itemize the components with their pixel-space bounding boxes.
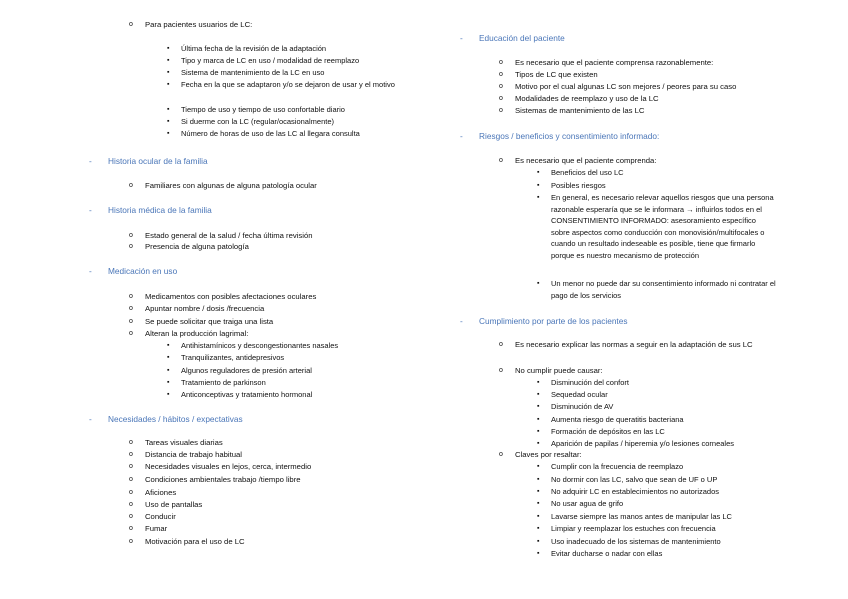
list-subitem: [537, 548, 663, 560]
intro-subitem: [167, 116, 334, 128]
bullet-icon: ▪: [537, 379, 540, 386]
bullet-icon: o: [499, 157, 503, 164]
intro-subitem-text: Tipo y marca de LC en uso / modalidad de reemplazo: [181, 56, 360, 65]
list-item-text: Se puede solicitar que traiga una lista: [145, 317, 274, 326]
bullet-icon: ▪: [167, 391, 170, 398]
intro-subitem: [167, 43, 327, 55]
list-item: [129, 317, 274, 327]
list-subitem-text: Beneficios del uso LC: [551, 168, 624, 177]
list-subitem: [537, 377, 629, 389]
list-subitem-text: Anticonceptivas y tratamiento hormonal: [181, 390, 313, 399]
list-item: [129, 512, 176, 522]
list-subitem: [537, 180, 606, 192]
bullet-icon: o: [129, 305, 133, 312]
list-subitem-text: Uso inadecuado de los sistemas de mantenimiento: [551, 537, 721, 546]
bullet-icon: o: [499, 107, 503, 114]
list-item: [499, 82, 737, 92]
bullet-icon: ▪: [167, 81, 170, 88]
list-item: [499, 70, 598, 80]
bullet-icon: o: [499, 95, 503, 102]
list-item-text: Conducir: [145, 512, 176, 521]
bullet-icon: o: [129, 451, 133, 458]
bullet-icon: o: [499, 341, 503, 348]
list-item: [499, 94, 659, 104]
list-subitem: [167, 352, 285, 364]
bullet-icon: -: [89, 156, 92, 166]
intro-subitem-text: Última fecha de la revisión de la adaptación: [181, 44, 327, 53]
list-subitem: [537, 401, 614, 413]
intro-subitem: [167, 55, 360, 67]
bullet-icon: ▪: [537, 550, 540, 557]
section-heading: [89, 156, 208, 166]
list-subitem-text: Antihistamínicos y descongestionantes nasales: [181, 341, 339, 350]
bullet-icon: ▪: [167, 118, 170, 125]
list-subitem: [167, 365, 312, 377]
list-item: [129, 524, 168, 534]
list-item-text: Medicamentos con posibles afectaciones oculares: [145, 292, 317, 301]
intro-subitem-text: Número de horas de uso de las LC al llegara consulta: [181, 129, 360, 138]
bullet-icon: o: [129, 463, 133, 470]
bullet-icon: o: [499, 71, 503, 78]
list-item-text: No cumplir puede causar:: [515, 366, 603, 375]
list-subitem-text: En general, es necesario relevar aquellos riesgos que una persona razonable esperaría que se le informara → influirlos todos en el CONSENTIMIENTO INFORMADO: asesoramiento específico sobre aspectos como conducción con monovisión/multifocales o cuando un resultado indeseable es posible, tiene que firmarlo porque es nuestro mecanismo de protección: [551, 193, 774, 260]
list-subitem: [537, 511, 732, 523]
list-subitem-text: Lavarse siempre las manos antes de manipular las LC: [551, 512, 732, 521]
bullet-icon: ▪: [537, 403, 540, 410]
bullet-icon: o: [129, 330, 133, 337]
list-item-text: Es necesario que el paciente comprenda:: [515, 156, 657, 165]
bullet-icon: ▪: [537, 391, 540, 398]
list-subitem: [537, 498, 624, 510]
list-subitem-text: No adquirir LC en establecimientos no autorizados: [551, 487, 720, 496]
list-item: [129, 475, 301, 485]
bullet-icon: o: [129, 513, 133, 520]
bullet-icon: ▪: [537, 488, 540, 495]
list-item-text: Estado general de la salud / fecha última revisión: [145, 231, 313, 240]
list-item: [499, 156, 657, 166]
list-subitem-text: No dormir con las LC, salvo que sean de UF o UP: [551, 475, 718, 484]
bullet-icon: -: [89, 266, 92, 276]
list-item-text: Presencia de alguna patología: [145, 242, 249, 251]
intro-subitem: [167, 67, 325, 79]
list-subitem-text: Cumplir con la frecuencia de reemplazo: [551, 462, 684, 471]
list-subitem-text: Formación de depósitos en las LC: [551, 427, 665, 436]
bullet-icon: ▪: [167, 354, 170, 361]
list-item: [129, 438, 223, 448]
bullet-icon: ▪: [167, 367, 170, 374]
bullet-icon: ▪: [167, 45, 170, 52]
list-item: [129, 292, 317, 302]
list-item-text: Sistemas de mantenimiento de las LC: [515, 106, 645, 115]
list-subitem: [537, 523, 716, 535]
list-subitem-text: Tratamiento de parkinson: [181, 378, 266, 387]
section-heading-text: Historia médica de la familia: [108, 205, 212, 215]
intro-item: [129, 20, 253, 30]
section-heading-text: Medicación en uso: [108, 266, 178, 276]
bullet-icon: -: [460, 131, 463, 141]
bullet-icon: ▪: [537, 476, 540, 483]
bullet-icon: ▪: [167, 57, 170, 64]
intro-subitem: [167, 128, 360, 140]
intro-subitem: [167, 79, 406, 91]
bullet-icon: ▪: [537, 500, 540, 507]
list-subitem-text: Disminución de AV: [551, 402, 614, 411]
bullet-icon: o: [499, 367, 503, 374]
bullet-icon: ▪: [537, 280, 540, 287]
section-heading-text: Cumplimiento por parte de los pacientes: [479, 316, 628, 326]
section-heading-text: Riesgos / beneficios y consentimiento informado:: [479, 131, 660, 141]
bullet-icon: ▪: [537, 513, 540, 520]
bullet-icon: ▪: [537, 416, 540, 423]
list-subitem: [537, 474, 718, 486]
list-item-text: Necesidades visuales en lejos, cerca, intermedio: [145, 462, 312, 471]
list-subitem-text: Evitar ducharse o nadar con ellas: [551, 549, 663, 558]
section-heading: [89, 205, 212, 215]
bullet-icon: -: [460, 316, 463, 326]
bullet-icon: o: [129, 243, 133, 250]
list-item: [129, 450, 243, 460]
list-subitem-text: Aparición de papilas / hiperemia y/o lesiones corneales: [551, 439, 735, 448]
list-subitem: [167, 377, 266, 389]
bullet-icon: ▪: [167, 130, 170, 137]
list-item-text: Alteran la producción lagrimal:: [145, 329, 249, 338]
list-item: [129, 462, 312, 472]
list-item: [129, 181, 317, 191]
list-item: [499, 106, 645, 116]
section-heading-text: Necesidades / hábitos / expectativas: [108, 414, 243, 424]
bullet-icon: -: [89, 414, 92, 424]
list-subitem: [537, 167, 624, 179]
list-subitem: [537, 461, 684, 473]
list-item: [499, 450, 582, 460]
list-subitem-text: Algunos reguladores de presión arterial: [181, 366, 312, 375]
list-item-text: Es necesario que el paciente comprensa razonablemente:: [515, 58, 714, 67]
list-subitem: [537, 438, 735, 450]
bullet-icon: o: [129, 489, 133, 496]
list-item-text: Claves por resaltar:: [515, 450, 582, 459]
bullet-icon: -: [89, 205, 92, 215]
bullet-icon: ▪: [537, 428, 540, 435]
bullet-icon: o: [499, 451, 503, 458]
list-item-text: Apuntar nombre / dosis /frecuencia: [145, 304, 265, 313]
list-item: [129, 500, 203, 510]
list-subitem-text: Tranquilizantes, antidepresivos: [181, 353, 285, 362]
bullet-icon: ▪: [537, 440, 540, 447]
bullet-icon: -: [460, 33, 463, 43]
list-subitem: [537, 536, 721, 548]
intro-subitem-text: Tiempo de uso y tiempo de uso confortable diario: [181, 105, 345, 114]
list-subitem-text: Sequedad ocular: [551, 390, 608, 399]
list-subitem: [537, 426, 665, 438]
bullet-icon: ▪: [537, 538, 540, 545]
list-item: [499, 58, 714, 68]
section-heading-text: Historia ocular de la familia: [108, 156, 208, 166]
list-subitem: [537, 192, 776, 261]
bullet-icon: o: [129, 182, 133, 189]
list-item: [129, 537, 245, 547]
list-item-text: Tipos de LC que existen: [515, 70, 598, 79]
list-subitem: [167, 389, 313, 401]
bullet-icon: ▪: [537, 182, 540, 189]
list-subitem: [167, 340, 339, 352]
list-subitem-text: Aumenta riesgo de queratitis bacteriana: [551, 415, 684, 424]
list-subitem: [537, 486, 720, 498]
list-subitem-text: Un menor no puede dar su consentimiento informado ni contratar el pago de los servicios: [551, 279, 776, 300]
list-subitem-text: Limpiar y reemplazar los estuches con frecuencia: [551, 524, 716, 533]
bullet-icon: o: [499, 83, 503, 90]
list-item-text: Fumar: [145, 524, 168, 533]
list-item: [129, 304, 265, 314]
list-item: [129, 242, 249, 252]
intro-item-text: Para pacientes usuarios de LC:: [145, 20, 253, 29]
list-item-text: Distancia de trabajo habitual: [145, 450, 243, 459]
intro-subitem-text: Si duerme con la LC (regular/ocasionalmente): [181, 117, 334, 126]
section-heading: [460, 33, 565, 43]
list-item-text: Modalidades de reemplazo y uso de la LC: [515, 94, 659, 103]
intro-subitem-text: Sistema de mantenimiento de la LC en uso: [181, 68, 325, 77]
list-item-text: Motivo por el cual algunas LC son mejores / peores para su caso: [515, 82, 737, 91]
intro-subitem-text: Fecha en la que se adaptaron y/o se dejaron de usar y el motivo: [181, 80, 395, 89]
bullet-icon: o: [129, 293, 133, 300]
list-item-text: Motivación para el uso de LC: [145, 537, 245, 546]
list-subitem: [537, 278, 776, 301]
bullet-icon: ▪: [537, 463, 540, 470]
section-heading: [460, 316, 628, 326]
list-item-text: Tareas visuales diarias: [145, 438, 223, 447]
bullet-icon: o: [129, 476, 133, 483]
bullet-icon: o: [129, 439, 133, 446]
list-item: [499, 340, 770, 350]
list-item-text: Condiciones ambientales trabajo /tiempo libre: [145, 475, 301, 484]
bullet-icon: o: [129, 501, 133, 508]
bullet-icon: o: [499, 59, 503, 66]
list-subitem-text: Posibles riesgos: [551, 181, 606, 190]
bullet-icon: ▪: [167, 106, 170, 113]
bullet-icon: o: [129, 21, 133, 28]
list-subitem: [537, 389, 608, 401]
list-item: [129, 488, 177, 498]
bullet-icon: ▪: [167, 69, 170, 76]
list-item: [129, 329, 249, 339]
bullet-icon: ▪: [167, 342, 170, 349]
list-subitem-text: No usar agua de grifo: [551, 499, 624, 508]
bullet-icon: o: [129, 525, 133, 532]
bullet-icon: ▪: [537, 525, 540, 532]
bullet-icon: ▪: [167, 379, 170, 386]
bullet-icon: ▪: [537, 194, 540, 201]
section-heading: [460, 131, 660, 141]
bullet-icon: o: [129, 232, 133, 239]
list-item: [499, 366, 603, 376]
list-item-text: Aficiones: [145, 488, 177, 497]
bullet-icon: o: [129, 318, 133, 325]
intro-subitem: [167, 104, 345, 116]
list-subitem: [537, 414, 684, 426]
section-heading: [89, 266, 178, 276]
section-heading: [89, 414, 243, 424]
section-heading-text: Educación del paciente: [479, 33, 565, 43]
list-item-text: Uso de pantallas: [145, 500, 203, 509]
bullet-icon: o: [129, 538, 133, 545]
bullet-icon: ▪: [537, 169, 540, 176]
list-item-text: Es necesario explicar las normas a seguir en la adaptación de sus LC: [515, 340, 753, 349]
list-subitem-text: Disminución del confort: [551, 378, 629, 387]
list-item: [129, 231, 313, 241]
list-item-text: Familiares con algunas de alguna patología ocular: [145, 181, 317, 190]
